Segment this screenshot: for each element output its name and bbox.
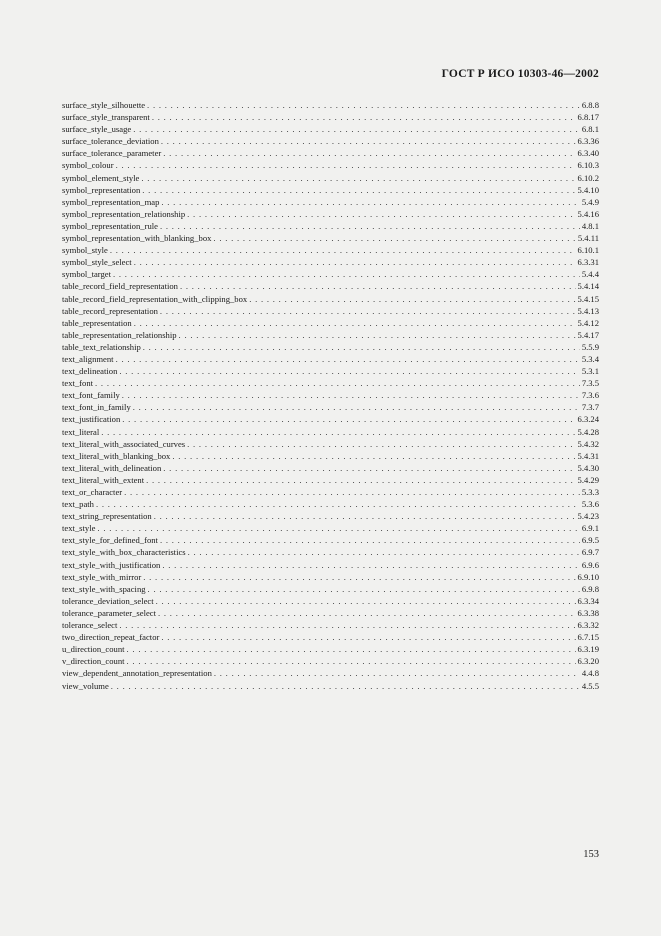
index-entry-term: text_literal_with_blanking_box [62, 450, 171, 461]
dot-leader [127, 643, 576, 655]
index-entry-term: text_style_with_mirror [62, 571, 142, 582]
index-entry [62, 413, 599, 425]
dot-leader [147, 99, 580, 111]
index-entry-term: surface_style_usage [62, 124, 132, 135]
index-entry-reference: 6.9.10 [577, 571, 599, 582]
index-entry-reference: 6.9.7 [581, 547, 599, 558]
index-entry [62, 401, 599, 413]
index-entry-term: surface_tolerance_parameter [62, 148, 162, 159]
index-entry-reference: 6.3.32 [577, 620, 599, 631]
dot-leader [163, 147, 575, 159]
dot-leader [116, 353, 580, 365]
index-entry-term: symbol_colour [62, 160, 114, 171]
index-entry-term: table_record_field_representation [62, 281, 178, 292]
index-entry [62, 111, 599, 123]
index-entry-term: text_style_for_defined_font [62, 535, 158, 546]
index-entry-term: symbol_element_style [62, 172, 140, 183]
index-entry [62, 438, 599, 450]
index-entry [62, 607, 599, 619]
index-entry-term: text_delineation [62, 366, 118, 377]
dot-leader [213, 232, 575, 244]
index-entry [62, 329, 599, 341]
dot-leader [158, 607, 576, 619]
index-entry-reference: 5.3.3 [581, 487, 599, 497]
dot-leader [188, 546, 580, 558]
dot-leader [160, 534, 580, 546]
dot-leader [96, 498, 580, 510]
index-entry-term: two_direction_repeat_factor [62, 632, 160, 643]
index-entry [62, 655, 599, 667]
page-number: 153 [583, 849, 599, 860]
dot-leader [180, 280, 576, 292]
index-entry [62, 595, 599, 607]
index-entry [62, 583, 599, 595]
index-entry-term: symbol_style_select [62, 257, 132, 268]
dot-leader [162, 559, 579, 571]
index-entry-term: tolerance_select [62, 620, 118, 631]
index-entry [62, 268, 599, 280]
index-entry-term: symbol_representation_with_blanking_box [62, 233, 212, 244]
dot-leader [134, 256, 576, 268]
index-entry-term: text_literal_with_extent [62, 474, 145, 485]
index-entry-term: u_direction_count [62, 644, 125, 655]
index-entry-term: v_direction_count [62, 656, 125, 667]
index-entry-term: text_path [62, 499, 94, 510]
index-entry-reference: 6.10.1 [577, 245, 599, 256]
index-entry-reference: 7.3.7 [581, 402, 599, 413]
index-entry [62, 135, 599, 147]
dot-leader [133, 401, 580, 413]
index-entry-term: text_font_family [62, 390, 120, 401]
index-entry-term: table_record_representation [62, 305, 158, 316]
index-entry [62, 486, 599, 498]
index-entry-term: text_style [62, 523, 96, 534]
index-entry-term: text_literal_with_delineation [62, 462, 162, 473]
index-entry [62, 184, 599, 196]
index-entry [62, 680, 599, 692]
index-entry-reference: 4.5.5 [581, 680, 599, 691]
index-entry [62, 196, 599, 208]
index-entry-term: symbol_representation_relationship [62, 208, 186, 219]
index-entry-reference: 4.8.1 [581, 220, 599, 231]
index-entry-term: text_font_in_family [62, 402, 131, 413]
index-entry-reference: 5.4.28 [577, 426, 599, 437]
dot-leader [116, 159, 576, 171]
index-entry-reference: 5.4.10 [577, 184, 599, 195]
index-entry [62, 99, 599, 111]
index-entry-term: table_representation_relationship [62, 329, 177, 340]
index-entry-term: tolerance_parameter_select [62, 607, 156, 618]
dot-leader [152, 111, 576, 123]
index-entry-reference: 5.5.9 [581, 341, 599, 352]
index-entry-reference: 6.10.2 [577, 172, 599, 183]
dot-leader [161, 196, 579, 208]
index-entry-term: text_or_character [62, 487, 123, 497]
index-entry [62, 123, 599, 135]
index-entry-term: symbol_target [62, 269, 112, 280]
index-entry-term: view_volume [62, 680, 109, 691]
dot-leader [161, 631, 575, 643]
index-entry-reference: 6.3.19 [577, 644, 599, 655]
index-entry [62, 159, 599, 171]
dot-leader [133, 123, 580, 135]
dot-leader [119, 619, 575, 631]
index-entry-reference: 6.3.38 [577, 607, 599, 618]
index-entry-reference: 6.3.31 [577, 257, 599, 268]
page-header-title: ГОСТ Р ИСО 10303-46—2002 [441, 68, 599, 80]
index-entry-term: table_representation [62, 317, 132, 328]
dot-leader [146, 474, 575, 486]
dot-leader [113, 268, 580, 280]
index-entry-term: text_justification [62, 414, 121, 425]
index-entry-term: text_style_with_spacing [62, 583, 146, 594]
index-entry-term: symbol_style [62, 245, 108, 256]
index-list [62, 99, 599, 692]
index-entry-term: text_literal [62, 426, 100, 437]
index-entry-term: text_style_with_box_characteristics [62, 547, 186, 558]
index-entry [62, 244, 599, 256]
dot-leader [249, 293, 575, 305]
index-entry-reference: 6.10.3 [577, 160, 599, 171]
index-entry-term: surface_style_transparent [62, 112, 150, 123]
index-entry [62, 353, 599, 365]
index-entry-term: symbol_representation_rule [62, 220, 158, 231]
dot-leader [141, 172, 575, 184]
index-entry-reference: 5.4.9 [581, 196, 599, 207]
index-entry [62, 534, 599, 546]
dot-leader [154, 510, 576, 522]
index-entry-term: table_text_relationship [62, 341, 141, 352]
index-entry [62, 522, 599, 534]
index-entry [62, 293, 599, 305]
dot-leader [122, 389, 580, 401]
dot-leader [124, 486, 580, 498]
index-entry [62, 546, 599, 558]
index-entry [62, 232, 599, 244]
index-entry [62, 220, 599, 232]
index-entry [62, 305, 599, 317]
index-entry [62, 510, 599, 522]
index-entry-reference: 6.8.1 [581, 124, 599, 135]
dot-leader [111, 680, 580, 692]
index-entry [62, 317, 599, 329]
dot-leader [95, 377, 580, 389]
index-entry [62, 571, 599, 583]
dot-leader [101, 426, 575, 438]
dot-leader [179, 329, 576, 341]
dot-leader [163, 462, 575, 474]
index-entry-reference: 5.4.32 [577, 438, 599, 449]
index-entry-term: symbol_representation [62, 184, 141, 195]
dot-leader [148, 583, 580, 595]
dot-leader [172, 450, 575, 462]
index-entry-reference: 5.4.15 [577, 293, 599, 304]
dot-leader [187, 438, 575, 450]
index-entry [62, 172, 599, 184]
index-entry-term: surface_style_silhouette [62, 100, 146, 110]
index-entry-reference: 6.3.20 [577, 656, 599, 667]
index-entry-reference: 6.8.17 [577, 112, 599, 123]
index-entry-term: table_record_field_representation_with_clipping_box [62, 293, 248, 304]
dot-leader [156, 595, 576, 607]
index-entry-reference: 6.7.15 [577, 632, 599, 643]
index-entry-reference: 5.4.29 [577, 474, 599, 485]
index-entry-reference: 5.4.13 [577, 305, 599, 316]
index-entry-reference: 5.4.12 [577, 317, 599, 328]
index-entry-term: text_style_with_justification [62, 559, 161, 570]
index-entry [62, 643, 599, 655]
index-entry-reference: 6.9.6 [581, 559, 599, 570]
index-entry [62, 498, 599, 510]
dot-leader [187, 208, 575, 220]
dot-leader [143, 571, 575, 583]
index-entry [62, 208, 599, 220]
index-entry-term: text_font [62, 378, 94, 389]
index-entry [62, 280, 599, 292]
dot-leader [160, 220, 580, 232]
index-entry [62, 341, 599, 353]
index-entry-reference: 5.4.11 [577, 233, 599, 244]
index-entry-reference: 6.3.34 [577, 595, 599, 606]
index-entry-term: tolerance_deviation_select [62, 595, 154, 606]
index-entry-reference: 7.3.5 [581, 378, 599, 389]
index-entry [62, 631, 599, 643]
index-entry [62, 365, 599, 377]
index-entry-reference: 5.3.1 [581, 366, 599, 377]
index-entry-term: text_string_representation [62, 511, 152, 522]
index-entry-term: text_literal_with_associated_curves [62, 438, 186, 449]
dot-leader [119, 365, 579, 377]
index-entry-reference: 5.3.6 [581, 499, 599, 510]
index-entry [62, 256, 599, 268]
index-entry [62, 619, 599, 631]
index-entry [62, 462, 599, 474]
index-entry-term: view_dependent_annotation_representation [62, 668, 212, 679]
index-entry-reference: 6.8.8 [581, 100, 599, 110]
index-entry [62, 559, 599, 571]
index-entry-term: surface_tolerance_deviation [62, 136, 159, 147]
index-entry-reference: 5.4.14 [577, 281, 599, 292]
index-entry-reference: 5.4.23 [577, 511, 599, 522]
index-entry-reference: 5.4.4 [581, 269, 599, 280]
index-entry-reference: 5.3.4 [581, 353, 599, 364]
dot-leader [214, 667, 580, 679]
index-entry [62, 474, 599, 486]
index-entry-term: text_alignment [62, 353, 114, 364]
dot-leader [97, 522, 579, 534]
index-entry-reference: 5.4.17 [577, 329, 599, 340]
index-entry-reference: 7.3.6 [581, 390, 599, 401]
index-entry [62, 450, 599, 462]
dot-leader [122, 413, 575, 425]
dot-leader [142, 184, 575, 196]
index-entry-reference: 6.3.24 [577, 414, 599, 425]
index-entry [62, 426, 599, 438]
index-entry-reference: 6.3.36 [577, 136, 599, 147]
index-entry-reference: 4.4.8 [581, 668, 599, 679]
dot-leader [143, 341, 580, 353]
dot-leader [134, 317, 576, 329]
dot-leader [160, 305, 576, 317]
index-entry-reference: 6.9.5 [581, 535, 599, 546]
index-entry-reference: 5.4.30 [577, 462, 599, 473]
index-entry-reference: 5.4.16 [577, 208, 599, 219]
index-entry [62, 147, 599, 159]
index-entry [62, 389, 599, 401]
dot-leader [127, 655, 576, 667]
index-entry-reference: 6.9.8 [581, 583, 599, 594]
dot-leader [110, 244, 576, 256]
index-entry-reference: 5.4.31 [577, 450, 599, 461]
dot-leader [161, 135, 576, 147]
index-entry [62, 667, 599, 679]
index-entry-term: symbol_representation_map [62, 196, 160, 207]
index-entry [62, 377, 599, 389]
index-entry-reference: 6.3.40 [577, 148, 599, 159]
index-entry-reference: 6.9.1 [581, 523, 599, 534]
